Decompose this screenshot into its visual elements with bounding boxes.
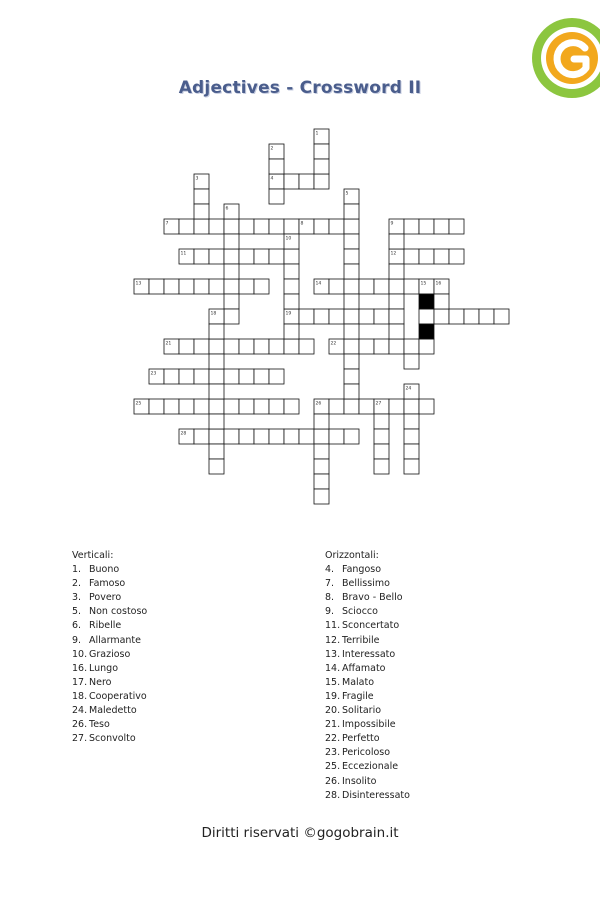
clue-number: 11. [325, 620, 341, 632]
crossword-cell[interactable] [254, 369, 269, 384]
crossword-cell[interactable] [404, 354, 419, 369]
crossword-cell[interactable] [254, 219, 269, 234]
crossword-cell[interactable] [374, 444, 389, 459]
crossword-cell[interactable] [344, 234, 359, 249]
crossword-cell[interactable] [434, 249, 449, 264]
crossword-cell[interactable] [344, 309, 359, 324]
crossword-cell[interactable] [314, 429, 329, 444]
crossword-cell[interactable] [269, 189, 284, 204]
crossword-cell[interactable] [254, 429, 269, 444]
cell-number: 22 [330, 341, 337, 347]
crossword-cell[interactable] [269, 399, 284, 414]
cell-number: 19 [285, 311, 292, 317]
clue-text: Sconvolto [89, 733, 136, 745]
crossword-cell[interactable] [359, 339, 374, 354]
cell-number: 13 [135, 281, 142, 287]
crossword-cell[interactable] [344, 369, 359, 384]
clue-text: Perfetto [342, 733, 380, 745]
clue-number: 19. [325, 690, 341, 702]
crossword-cell[interactable] [389, 264, 404, 279]
clue-number: 6. [72, 620, 82, 632]
clue-number: 23. [325, 747, 341, 759]
crossword-cell[interactable] [209, 384, 224, 399]
crossword-cell[interactable] [239, 399, 254, 414]
across-clue [325, 732, 410, 746]
crossword-cell[interactable] [269, 429, 284, 444]
crossword-cell[interactable] [314, 444, 329, 459]
across-clue [325, 775, 410, 789]
clue-number: 8. [325, 592, 335, 604]
clue-text: Fangoso [342, 564, 382, 576]
clue-number: 27. [72, 733, 88, 745]
crossword-cell[interactable] [284, 174, 299, 189]
across-clue [325, 746, 410, 760]
crossword-cell[interactable] [374, 309, 389, 324]
down-clue [72, 563, 147, 577]
crossword-cell[interactable] [194, 204, 209, 219]
across-clue [325, 662, 410, 676]
clue-number: 26. [325, 775, 341, 787]
clue-number: 7. [325, 578, 335, 590]
crossword-cell[interactable] [389, 294, 404, 309]
cell-number: 24 [405, 386, 412, 392]
clue-text: Pericoloso [342, 747, 391, 759]
clue-text: Maledetto [89, 705, 137, 717]
clue-number: 24. [72, 705, 88, 717]
crossword-cell[interactable] [299, 339, 314, 354]
copyright-footer: Diritti riservati ©gogobrain.it [201, 825, 399, 841]
clue-text: Cooperativo [89, 690, 147, 702]
crossword-cell[interactable] [314, 174, 329, 189]
crossword-cell[interactable] [224, 279, 239, 294]
crossword-cell[interactable] [329, 429, 344, 444]
crossword-cell[interactable] [209, 324, 224, 339]
crossword-cell[interactable] [344, 219, 359, 234]
crossword-cell[interactable] [299, 174, 314, 189]
clue-text: Allarmante [89, 634, 142, 646]
crossword-cell[interactable] [314, 459, 329, 474]
crossword-cell[interactable] [209, 399, 224, 414]
crossword-cell[interactable] [254, 279, 269, 294]
clue-number: 16. [72, 662, 88, 674]
crossword-cell[interactable] [419, 339, 434, 354]
down-clue [72, 732, 147, 746]
crossword-cell[interactable] [194, 249, 209, 264]
clue-text: Lungo [89, 662, 119, 674]
across-clue [325, 605, 410, 619]
cell-number: 11 [180, 251, 187, 257]
down-clues [72, 549, 147, 746]
clue-text: Non costoso [89, 606, 148, 618]
clue-number: 4. [325, 564, 335, 576]
clue-text: Buono [89, 564, 120, 576]
crossword-cell[interactable] [434, 219, 449, 234]
clue-text: Famoso [89, 578, 126, 590]
crossword-cell[interactable] [254, 399, 269, 414]
clue-text: Malato [342, 676, 375, 688]
crossword-cell[interactable] [299, 429, 314, 444]
crossword-cell[interactable] [404, 219, 419, 234]
crossword-cell[interactable] [389, 279, 404, 294]
crossword-cell[interactable] [314, 144, 329, 159]
crossword-cell[interactable] [284, 324, 299, 339]
crossword-cell[interactable] [389, 234, 404, 249]
cell-number: 9 [390, 221, 394, 227]
crossword-cell[interactable] [209, 279, 224, 294]
crossword-cell[interactable] [209, 219, 224, 234]
down-clue [72, 662, 147, 676]
crossword-cell[interactable] [194, 219, 209, 234]
crossword-cell[interactable] [419, 219, 434, 234]
crossword-cell[interactable] [404, 414, 419, 429]
clue-text: Bellissimo [342, 578, 390, 590]
crossword-cell[interactable] [314, 489, 329, 504]
cell-number: 16 [435, 281, 442, 287]
cell-number: 4 [270, 176, 274, 182]
clue-text: Disinteressato [342, 789, 410, 801]
across-clue [325, 591, 410, 605]
clue-text: Insolito [342, 775, 377, 787]
cell-number: 7 [165, 221, 169, 227]
across-clue [325, 563, 410, 577]
crossword-cell[interactable] [254, 339, 269, 354]
cell-number: 2 [270, 146, 274, 152]
crossword-cell[interactable] [329, 279, 344, 294]
down-clue [72, 605, 147, 619]
crossword-cell[interactable] [314, 159, 329, 174]
crossword-cell[interactable] [194, 189, 209, 204]
crossword-cell[interactable] [239, 369, 254, 384]
clue-text: Povero [89, 592, 122, 604]
clue-number: 25. [325, 761, 341, 773]
down-clue [72, 704, 147, 718]
crossword-cell[interactable] [344, 249, 359, 264]
down-clue [72, 634, 147, 648]
clue-number: 18. [72, 690, 88, 702]
clue-number: 5. [72, 606, 82, 618]
down-clue [72, 718, 147, 732]
clue-text: Sciocco [342, 606, 378, 618]
down-clue [72, 577, 147, 591]
cell-number: 12 [390, 251, 397, 257]
cell-number: 1 [315, 131, 319, 137]
crossword-cell[interactable] [224, 339, 239, 354]
crossword-cell[interactable] [344, 354, 359, 369]
crossword-cell[interactable] [194, 369, 209, 384]
crossword-cell[interactable] [194, 339, 209, 354]
clue-number: 15. [325, 676, 341, 688]
crossword-cell[interactable] [149, 399, 164, 414]
down-clue [72, 591, 147, 605]
clue-text: Nero [89, 676, 112, 688]
crossword-cell[interactable] [209, 369, 224, 384]
clue-text: Interessato [342, 648, 396, 660]
cell-number: 26 [315, 401, 322, 407]
clue-number: 12. [325, 634, 341, 646]
crossword-cell[interactable] [344, 294, 359, 309]
crossword-cell[interactable] [194, 279, 209, 294]
crossword-cell[interactable] [449, 219, 464, 234]
clue-number: 20. [325, 705, 341, 717]
crossword-cell[interactable] [344, 384, 359, 399]
crossword-cell[interactable] [359, 399, 374, 414]
crossword-cell[interactable] [149, 279, 164, 294]
clue-text: Terribile [342, 634, 380, 646]
crossword-cell[interactable] [449, 309, 464, 324]
crossword-cell[interactable] [284, 429, 299, 444]
crossword-cell[interactable] [284, 294, 299, 309]
across-clue [325, 690, 410, 704]
crossword-cell[interactable] [224, 399, 239, 414]
crossword-cell[interactable] [179, 219, 194, 234]
clue-number: 10. [72, 648, 88, 660]
crossword-cell[interactable] [164, 369, 179, 384]
crossword-cell[interactable] [389, 399, 404, 414]
crossword-cell[interactable] [239, 279, 254, 294]
cell-number: 5 [345, 191, 349, 197]
across-clues-heading: Orizzontali: [325, 550, 379, 561]
clue-number: 13. [325, 648, 341, 660]
crossword-cell[interactable] [269, 339, 284, 354]
crossword-cell[interactable] [449, 249, 464, 264]
across-clue [325, 676, 410, 690]
across-clue [325, 718, 410, 732]
clue-number: 14. [325, 662, 341, 674]
crossword-cell[interactable] [404, 459, 419, 474]
clue-text: Impossibile [342, 719, 396, 731]
crossword-cell[interactable] [314, 309, 329, 324]
crossword-cell[interactable] [194, 399, 209, 414]
crossword-cell[interactable] [209, 414, 224, 429]
crossword-cell[interactable] [269, 249, 284, 264]
black-cell [419, 324, 434, 339]
crossword-cell[interactable] [269, 369, 284, 384]
crossword-cell[interactable] [404, 444, 419, 459]
crossword-cell[interactable] [404, 399, 419, 414]
crossword-cell[interactable] [284, 264, 299, 279]
crossword-cell[interactable] [164, 399, 179, 414]
clue-number: 3. [72, 592, 82, 604]
crossword-cell[interactable] [344, 399, 359, 414]
crossword-cell[interactable] [209, 249, 224, 264]
crossword-cell[interactable] [239, 339, 254, 354]
crossword-cell[interactable] [389, 324, 404, 339]
crossword-cell[interactable] [224, 369, 239, 384]
clue-number: 1. [72, 564, 82, 576]
down-clue [72, 619, 147, 633]
crossword-cell[interactable] [239, 219, 254, 234]
crossword-cell[interactable] [344, 429, 359, 444]
crossword-cell[interactable] [284, 279, 299, 294]
crossword-cell[interactable] [179, 339, 194, 354]
crossword-cell[interactable] [164, 279, 179, 294]
crossword-cell[interactable] [284, 399, 299, 414]
clue-number: 22. [325, 733, 341, 745]
crossword-cell[interactable] [314, 414, 329, 429]
crossword-cell[interactable] [404, 249, 419, 264]
crossword-cell[interactable] [239, 249, 254, 264]
crossword-cell[interactable] [224, 234, 239, 249]
crossword-cell[interactable] [209, 444, 224, 459]
down-clues-heading: Verticali: [72, 550, 114, 561]
crossword-cell[interactable] [284, 249, 299, 264]
crossword-cell[interactable] [314, 219, 329, 234]
clue-text: Eccezionale [342, 761, 399, 773]
cell-number: 15 [420, 281, 427, 287]
cell-number: 8 [300, 221, 304, 227]
crossword-cell[interactable] [344, 204, 359, 219]
crossword-cell[interactable] [224, 264, 239, 279]
black-cell [419, 294, 434, 309]
clue-text: Ribelle [89, 620, 122, 632]
crossword-cell[interactable] [344, 324, 359, 339]
crossword-cell[interactable] [419, 249, 434, 264]
clue-text: Affamato [342, 662, 386, 674]
clue-text: Fragile [342, 690, 374, 702]
cell-number: 14 [315, 281, 322, 287]
crossword-cell[interactable] [224, 294, 239, 309]
cell-number: 3 [195, 176, 199, 182]
crossword-cell[interactable] [404, 279, 419, 294]
crossword-cell[interactable] [269, 219, 284, 234]
down-clue [72, 676, 147, 690]
crossword-cell[interactable] [209, 459, 224, 474]
across-clue [325, 760, 410, 774]
clue-number: 9. [325, 606, 335, 618]
clue-text: Teso [89, 719, 110, 731]
crossword-cell[interactable] [329, 399, 344, 414]
across-clue [325, 704, 410, 718]
crossword-cell[interactable] [224, 249, 239, 264]
crossword-cell[interactable] [389, 339, 404, 354]
down-clue [72, 648, 147, 662]
crossword-cell[interactable] [359, 309, 374, 324]
crossword-cell[interactable] [254, 249, 269, 264]
cell-number: 27 [375, 401, 382, 407]
crossword-cell[interactable] [224, 309, 239, 324]
crossword-cell[interactable] [299, 309, 314, 324]
crossword-cell[interactable] [179, 279, 194, 294]
across-clue [325, 789, 410, 803]
crossword-cell[interactable] [179, 369, 194, 384]
crossword-cell[interactable] [419, 399, 434, 414]
crossword-cell[interactable] [359, 279, 374, 294]
crossword-cell[interactable] [224, 219, 239, 234]
crossword-cell[interactable] [389, 309, 404, 324]
crossword-cell[interactable] [194, 429, 209, 444]
cell-number: 23 [150, 371, 157, 377]
crossword-cell[interactable] [374, 414, 389, 429]
crossword-cell[interactable] [209, 429, 224, 444]
crossword-cell[interactable] [329, 309, 344, 324]
clue-number: 28. [325, 789, 341, 801]
crossword-cell[interactable] [209, 339, 224, 354]
crossword-cell[interactable] [284, 339, 299, 354]
clue-number: 21. [325, 719, 341, 731]
crossword-cell[interactable] [314, 474, 329, 489]
cell-number: 18 [210, 311, 217, 317]
cell-number: 6 [225, 206, 229, 212]
cell-number: 21 [165, 341, 172, 347]
crossword-cell[interactable] [374, 339, 389, 354]
crossword-cell[interactable] [329, 219, 344, 234]
across-clue [325, 648, 410, 662]
clue-text: Bravo - Bello [342, 592, 403, 604]
clue-text: Solitario [342, 705, 382, 717]
crossword-cell[interactable] [239, 429, 254, 444]
crossword-cell[interactable] [269, 159, 284, 174]
across-clue [325, 634, 410, 648]
crossword-cell[interactable] [374, 459, 389, 474]
clue-text: Grazioso [89, 648, 131, 660]
crossword-cell[interactable] [419, 309, 434, 324]
across-clue [325, 619, 410, 633]
crossword-cell[interactable] [284, 219, 299, 234]
cell-number: 25 [135, 401, 142, 407]
crossword-cell[interactable] [374, 279, 389, 294]
cell-number: 28 [180, 431, 187, 437]
clue-number: 17. [72, 676, 88, 688]
crossword-cell[interactable] [374, 429, 389, 444]
crossword-cell[interactable] [344, 279, 359, 294]
crossword-cell[interactable] [209, 354, 224, 369]
crossword-cell[interactable] [434, 309, 449, 324]
crossword-cell[interactable] [404, 339, 419, 354]
cell-number: 10 [285, 236, 292, 242]
crossword-cell[interactable] [224, 429, 239, 444]
clue-number: 9. [72, 634, 82, 646]
crossword-cell[interactable] [434, 294, 449, 309]
clue-number: 2. [72, 578, 82, 590]
across-clues [325, 549, 410, 803]
crossword-cell[interactable] [344, 339, 359, 354]
clue-text: Sconcertato [342, 620, 400, 632]
crossword-cell[interactable] [404, 429, 419, 444]
crossword-cell[interactable] [344, 264, 359, 279]
crossword-cell[interactable] [494, 309, 509, 324]
down-clue [72, 690, 147, 704]
crossword-cell[interactable] [479, 309, 494, 324]
page-title: Adjectives - Crossword II [178, 78, 422, 98]
across-clue [325, 577, 410, 591]
crossword-cell[interactable] [179, 399, 194, 414]
clue-number: 26. [72, 719, 88, 731]
crossword-cell[interactable] [464, 309, 479, 324]
